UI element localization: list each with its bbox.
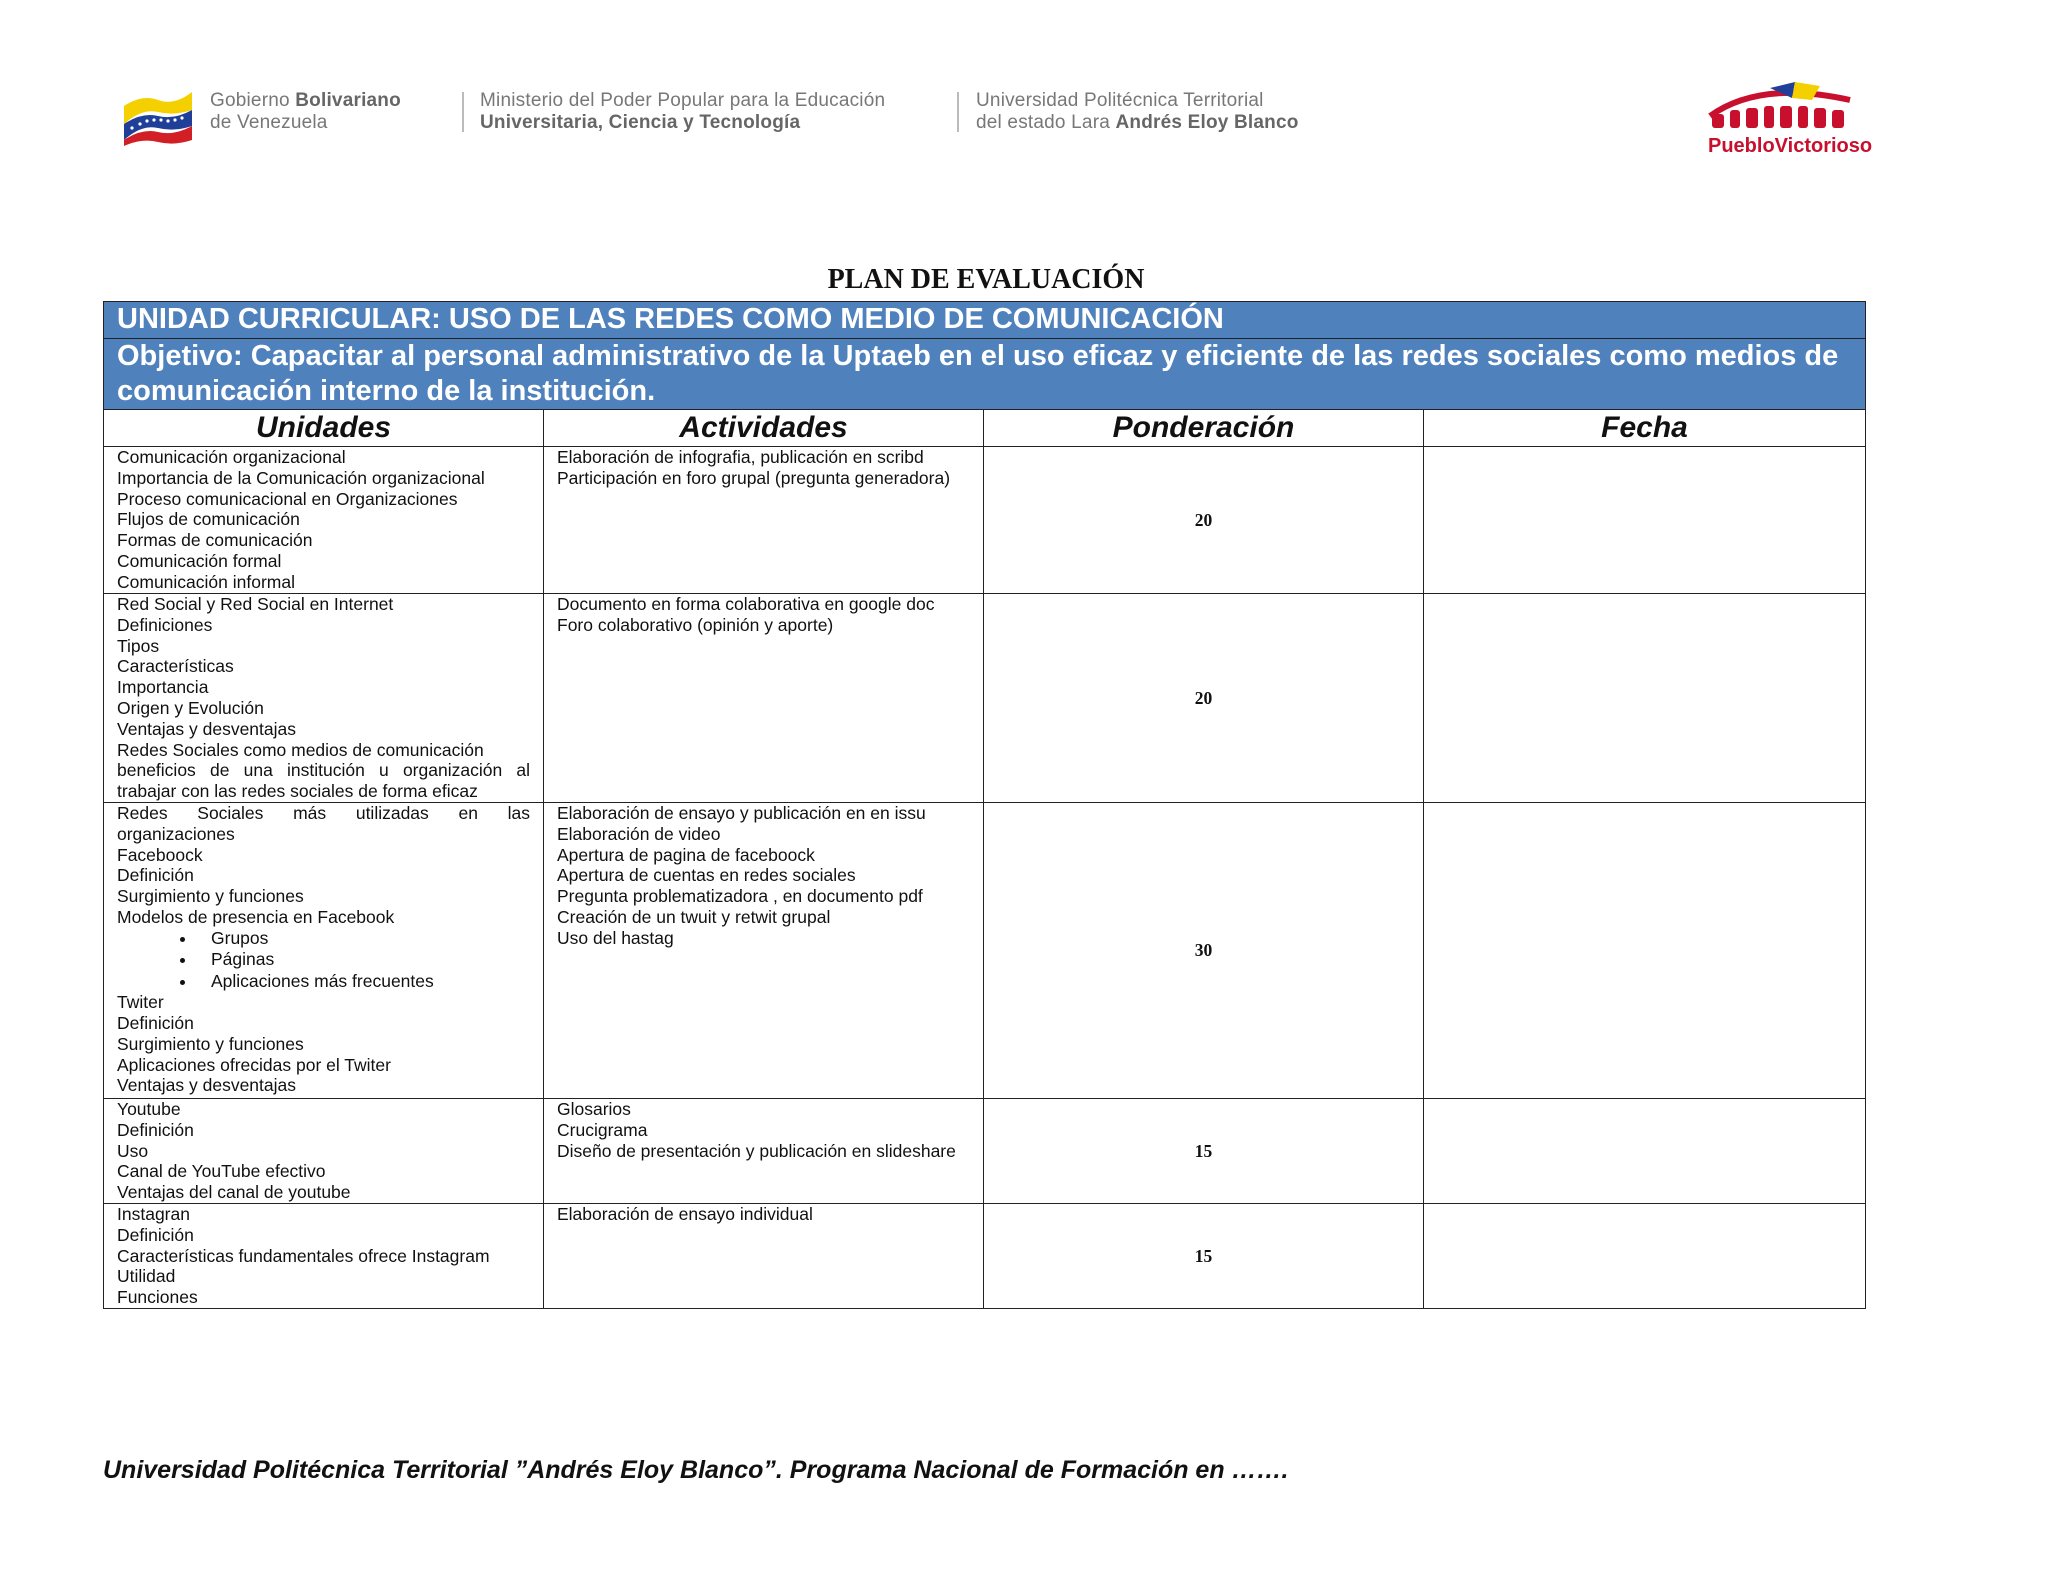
unit-item: Formas de comunicación — [117, 530, 313, 551]
table-header-row — [104, 410, 1866, 447]
column-header-date: Fecha — [1424, 410, 1866, 447]
activities-cell — [544, 803, 984, 1099]
table-row — [104, 1099, 1866, 1204]
activities-cell — [544, 594, 984, 803]
unit-item: Comunicación informal — [117, 571, 295, 592]
logo-wordmark: PuebloVictorioso — [1708, 135, 1873, 157]
activity-item: Uso del hastag — [557, 927, 674, 948]
weight-value: 20 — [984, 447, 1424, 594]
objective-text: Objetivo: Capacitar al personal administrativo de la Uptaeb en el uso eficaz y eficiente de las redes sociales como medios de comunicación interno de la institución. — [104, 339, 1866, 410]
activity-item: Foro colaborativo (opinión y aporte) — [557, 614, 834, 635]
pueblo-victorioso-logo-icon — [1700, 80, 1880, 160]
unit-item: Youtube — [117, 1099, 181, 1119]
column-header-units: Unidades — [104, 410, 544, 447]
unit-item: Proceso comunicacional en Organizaciones — [117, 488, 458, 509]
weight-value: 15 — [984, 1099, 1424, 1204]
university-label: Universidad Politécnica Territorial del estado Lara Andrés Eloy Blanco — [976, 90, 1299, 133]
unit-item: Aplicaciones ofrecidas por el Twiter — [117, 1054, 391, 1075]
weight-value: 15 — [984, 1204, 1424, 1309]
activity-item: Apertura de cuentas en redes sociales — [557, 865, 856, 886]
date-cell — [1424, 803, 1866, 1099]
unit-item: Tipos — [117, 635, 160, 656]
page-title: PLAN DE EVALUACIÓN — [827, 264, 1145, 295]
table-row — [104, 594, 1866, 803]
table-row — [104, 1204, 1866, 1309]
unit-item: beneficios de una institución u organización al — [117, 760, 530, 781]
date-cell — [1424, 1204, 1866, 1309]
activity-item: Diseño de presentación y publicación en slideshare — [557, 1140, 956, 1161]
unit-item: Uso — [117, 1140, 149, 1161]
units-cell — [104, 594, 544, 803]
unit-item: Faceboock — [117, 844, 203, 865]
unit-item: Flujos de comunicación — [117, 509, 300, 530]
unit-item: Importancia de la Comunicación organizacional — [117, 467, 485, 488]
table-row — [104, 447, 1866, 594]
activity-item: Documento en forma colaborativa en google doc — [557, 594, 935, 614]
unit-item: Características fundamentales ofrece Instagram — [117, 1245, 490, 1266]
activity-item: Elaboración de infografia, publicación en scribd — [557, 447, 924, 467]
weight-value: 20 — [984, 594, 1424, 803]
unit-item: Definición — [117, 1224, 194, 1245]
unit-item: Origen y Evolución — [117, 697, 264, 718]
unit-item: Ventajas y desventajas — [117, 1075, 297, 1096]
unit-item: Twiter — [117, 992, 164, 1013]
objective-row — [104, 339, 1866, 410]
activity-item: Crucigrama — [557, 1119, 648, 1140]
ministry-label: Ministerio del Poder Popular para la Educación Universitaria, Ciencia y Tecnología — [480, 90, 886, 133]
unit-item: Características — [117, 656, 234, 677]
footer-note: Universidad Politécnica Territorial ”Andrés Eloy Blanco”. Programa Nacional de Formación en ……. — [103, 1456, 1289, 1484]
table-row — [104, 803, 1866, 1099]
bullet-item: • Grupos — [197, 928, 530, 950]
unit-item: Ventajas del canal de youtube — [117, 1182, 351, 1203]
activity-item: Elaboración de video — [557, 823, 721, 844]
units-cell — [104, 447, 544, 594]
unit-item: organizaciones — [117, 823, 235, 844]
activity-item: Creación de un twuit y retwit grupal — [557, 906, 831, 927]
unit-item: Importancia — [117, 677, 209, 698]
government-label: Gobierno Bolivariano de Venezuela — [210, 90, 401, 133]
unit-item: Surgimiento y funciones — [117, 886, 304, 907]
unit-item: Definiciones — [117, 614, 213, 635]
date-cell — [1424, 594, 1866, 803]
date-cell — [1424, 1099, 1866, 1204]
activity-item: Participación en foro grupal (pregunta generadora) — [557, 467, 951, 488]
unit-item: Funciones — [117, 1287, 198, 1308]
unit-item: Definición — [117, 1119, 194, 1140]
bullet-item: • Aplicaciones más frecuentes — [197, 971, 530, 993]
header-divider — [462, 92, 464, 132]
unit-item: Comunicación organizacional — [117, 447, 346, 467]
unit-item: Redes Sociales más utilizadas en las — [117, 803, 530, 823]
column-header-weight: Ponderación — [984, 410, 1424, 447]
curricular-unit-title: UNIDAD CURRICULAR: USO DE LAS REDES COMO MEDIO DE COMUNICACIÓN — [104, 302, 1866, 339]
unit-item: Redes Sociales como medios de comunicación — [117, 739, 484, 760]
activities-cell — [544, 1204, 984, 1309]
units-cell — [104, 803, 544, 1099]
activities-cell — [544, 1099, 984, 1204]
unit-item: Canal de YouTube efectivo — [117, 1161, 326, 1182]
activity-item: Elaboración de ensayo individual — [557, 1204, 813, 1224]
activities-cell — [544, 447, 984, 594]
units-cell — [104, 1099, 544, 1204]
unit-item: Instagran — [117, 1204, 190, 1224]
unit-item: Definición — [117, 865, 194, 886]
unit-item: Red Social y Red Social en Internet — [117, 594, 394, 614]
curricular-unit-row — [104, 302, 1866, 339]
activity-item: Glosarios — [557, 1099, 631, 1119]
header-divider — [957, 92, 959, 132]
bullet-item: • Páginas — [197, 949, 530, 971]
units-cell — [104, 1204, 544, 1309]
column-header-activities: Actividades — [544, 410, 984, 447]
weight-value: 30 — [984, 803, 1424, 1099]
unit-item: Comunicación formal — [117, 550, 282, 571]
unit-item: trabajar con las redes sociales de forma eficaz — [117, 781, 478, 802]
bullet-list — [117, 928, 530, 993]
evaluation-plan-table — [103, 301, 1866, 1309]
unit-item: Ventajas y desventajas — [117, 718, 297, 739]
activity-item: Pregunta problematizadora , en documento pdf — [557, 886, 923, 907]
unit-item: Modelos de presencia en Facebook — [117, 906, 395, 927]
unit-item: Definición — [117, 1013, 194, 1034]
activity-item: Elaboración de ensayo y publicación en en issu — [557, 803, 926, 823]
date-cell — [1424, 447, 1866, 594]
unit-item: Utilidad — [117, 1266, 176, 1287]
venezuela-flag-icon — [122, 84, 194, 146]
activity-item: Apertura de pagina de faceboock — [557, 844, 815, 865]
unit-item: Surgimiento y funciones — [117, 1033, 304, 1054]
